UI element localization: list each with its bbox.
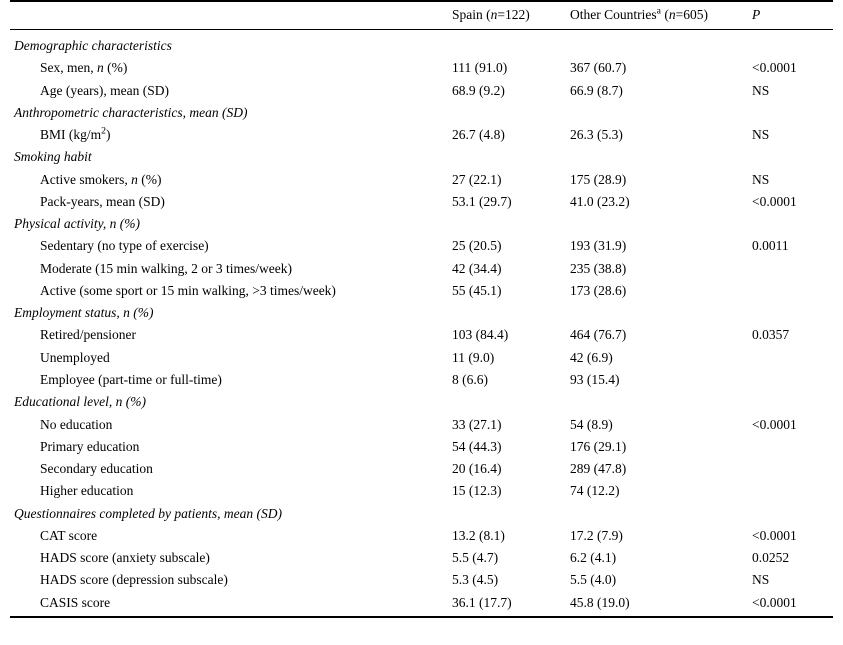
table-section-row: [10, 302, 833, 324]
table-row: [10, 435, 833, 457]
column-header-other: Other Countries$^a$ (n=605): [570, 5, 708, 22]
cell-other: 74 (12.2): [570, 483, 620, 499]
cell-p: [748, 302, 833, 324]
cell-p: <0.0001: [752, 594, 797, 610]
cell-p: <0.0001: [752, 416, 797, 432]
column-header-other-text: Other Countries: [570, 7, 657, 22]
column-header-other-tail: =605): [675, 7, 708, 22]
cell-p: NS: [752, 127, 770, 143]
row-label-italic: n: [123, 305, 130, 321]
table-row: [10, 168, 833, 190]
row-label-pre: Physical activity,: [14, 216, 110, 232]
cell-other: [566, 502, 748, 524]
column-header-label: [10, 1, 448, 30]
row-label-pre: BMI (kg/m: [40, 127, 102, 143]
cell-spain: [448, 391, 566, 413]
row-label: Unemployed: [40, 349, 110, 365]
row-label-post: (%): [129, 305, 154, 321]
row-label: Higher education: [40, 483, 134, 499]
cell-spain: 54 (44.3): [452, 438, 502, 454]
cell-p: [748, 213, 833, 235]
row-label: Active (some sport or 15 min walking, >3 times/week): [40, 282, 336, 298]
row-label: Retired/pensioner: [40, 327, 136, 343]
cell-other: 66.9 (8.7): [570, 82, 623, 98]
section-label: Anthropometric characteristics, mean (SD): [14, 104, 248, 120]
table-row: [10, 235, 833, 257]
column-header-spain: [448, 1, 566, 30]
row-label-italic: n: [115, 394, 123, 410]
table-section-row: [10, 391, 833, 413]
cell-p: [748, 458, 833, 480]
cell-other: 42 (6.9): [570, 349, 613, 365]
row-label: CASIS score: [40, 594, 111, 610]
row-label-superscript: 2: [101, 125, 106, 137]
cell-spain: [448, 302, 566, 324]
cell-p: NS: [752, 82, 770, 98]
table-bottom-rule: [10, 616, 833, 618]
cell-p: [748, 279, 833, 301]
row-label-italic: n: [109, 216, 117, 232]
section-label: [10, 391, 448, 413]
section-label: Demographic characteristics: [14, 38, 172, 53]
table-row: [10, 413, 833, 435]
row-label: CAT score: [40, 527, 98, 543]
cell-p: [748, 502, 833, 524]
row-label: HADS score (depression subscale): [40, 572, 228, 588]
table-row: [10, 79, 833, 101]
table-row: [10, 591, 833, 616]
cell-other: [566, 101, 748, 123]
table-row: [10, 257, 833, 279]
cell-spain: 13.2 (8.1): [452, 527, 505, 543]
row-label-post: (%): [122, 394, 146, 410]
cell-spain: 33 (27.1): [452, 416, 502, 432]
cell-spain: 103 (84.4): [452, 327, 509, 343]
section-label: [10, 302, 448, 324]
cell-p: <0.0001: [752, 527, 797, 543]
row-label-pre: Educational level,: [14, 394, 116, 410]
table-row: [10, 346, 833, 368]
table-row: [10, 524, 833, 546]
cell-p: 0.0011: [752, 238, 789, 254]
cell-p: [748, 435, 833, 457]
row-label: Primary education: [40, 438, 140, 454]
row-label: Age (years), mean (SD): [40, 82, 169, 98]
cell-spain: [448, 30, 566, 57]
table-row: [10, 368, 833, 390]
row-label: Secondary education: [40, 461, 153, 477]
cell-other: 6.2 (4.1): [570, 550, 617, 566]
cell-spain: 42 (34.4): [452, 260, 502, 276]
cell-spain: 27 (22.1): [452, 171, 502, 187]
cell-other: 175 (28.9): [570, 171, 627, 187]
cell-p: 0.0357: [752, 327, 790, 343]
cell-spain: 8 (6.6): [452, 371, 488, 387]
cell-spain: 26.7 (4.8): [452, 127, 505, 143]
table-section-row: [10, 101, 833, 123]
cell-p: NS: [752, 572, 770, 588]
footnote-marker-a: a: [656, 5, 661, 17]
cell-other: 289 (47.8): [570, 461, 627, 477]
cell-p: [748, 101, 833, 123]
column-header-spain-tail: =122): [497, 7, 530, 22]
row-label: Employee (part-time or full-time): [40, 371, 222, 387]
table-body: [10, 30, 833, 616]
cell-other: [566, 213, 748, 235]
cell-p: [748, 368, 833, 390]
cell-other: 367 (60.7): [570, 60, 627, 76]
section-label: Smoking habit: [14, 149, 92, 165]
cell-spain: 111 (91.0): [452, 60, 508, 76]
row-label: [10, 124, 448, 146]
cell-p: <0.0001: [752, 60, 797, 76]
row-label-post: (%): [137, 171, 162, 187]
section-label: Questionnaires completed by patients, mean (SD): [14, 505, 282, 521]
row-label-post: (%): [103, 60, 128, 76]
cell-other: 5.5 (4.0): [570, 572, 617, 588]
cell-p: [748, 257, 833, 279]
cell-other: 176 (29.1): [570, 438, 627, 454]
row-label-pre: Employment status,: [14, 305, 124, 321]
cell-other: 26.3 (5.3): [570, 127, 623, 143]
cell-spain: 20 (16.4): [452, 461, 502, 477]
cell-p: <0.0001: [752, 193, 797, 209]
cell-p: [748, 30, 833, 57]
cell-spain: 15 (12.3): [452, 483, 502, 499]
row-label: Pack-years, mean (SD): [40, 193, 165, 209]
cell-p: [748, 480, 833, 502]
column-header-other-n: n: [668, 7, 676, 22]
comparison-table: [10, 0, 833, 616]
column-header-p: P: [752, 7, 761, 22]
cell-other: 17.2 (7.9): [570, 527, 623, 543]
cell-other: 93 (15.4): [570, 371, 620, 387]
row-label: [10, 168, 448, 190]
column-header-spain-n: n: [490, 7, 498, 22]
cell-other: [566, 30, 748, 57]
cell-other: 45.8 (19.0): [570, 594, 630, 610]
table-row: [10, 547, 833, 569]
row-label: No education: [40, 416, 113, 432]
cell-spain: [448, 101, 566, 123]
cell-other: 54 (8.9): [570, 416, 613, 432]
cell-spain: 68.9 (9.2): [452, 82, 505, 98]
table-row: [10, 569, 833, 591]
row-label-italic: n: [131, 171, 138, 187]
table-head: [10, 1, 833, 30]
cell-spain: 5.3 (4.5): [452, 572, 499, 588]
table-row: [10, 458, 833, 480]
cell-p: 0.0252: [752, 550, 790, 566]
cell-other: 235 (38.8): [570, 260, 627, 276]
row-label-pre: Sex, men,: [40, 60, 97, 76]
row-label-post: ): [106, 127, 111, 143]
cell-spain: 25 (20.5): [452, 238, 502, 254]
row-label: [10, 57, 448, 79]
table-row: [10, 279, 833, 301]
table-section-row: [10, 146, 833, 168]
cell-p: [748, 391, 833, 413]
table-section-row: [10, 502, 833, 524]
cell-other: 41.0 (23.2): [570, 193, 630, 209]
cell-spain: [448, 146, 566, 168]
cell-spain: 53.1 (29.7): [452, 193, 512, 209]
cell-p: [748, 346, 833, 368]
cell-other: [566, 146, 748, 168]
cell-spain: 11 (9.0): [452, 349, 495, 365]
row-label-pre: Active smokers,: [40, 171, 132, 187]
cell-p: NS: [752, 171, 770, 187]
cell-other: 464 (76.7): [570, 327, 627, 343]
cell-other: [566, 302, 748, 324]
row-label-italic: n: [97, 60, 104, 76]
cell-spain: [448, 213, 566, 235]
table-header-row: [10, 1, 833, 30]
cell-spain: [448, 502, 566, 524]
cell-other: 173 (28.6): [570, 282, 627, 298]
row-label: HADS score (anxiety subscale): [40, 550, 210, 566]
cell-p: [748, 146, 833, 168]
cell-spain: 36.1 (17.7): [452, 594, 512, 610]
section-label: [10, 213, 448, 235]
table-row: [10, 57, 833, 79]
row-label: Sedentary (no type of exercise): [40, 238, 209, 254]
row-label-post: (%): [116, 216, 140, 232]
row-label: Moderate (15 min walking, 2 or 3 times/week): [40, 260, 292, 276]
cell-spain: 5.5 (4.7): [452, 550, 499, 566]
table-row: [10, 480, 833, 502]
table-row: [10, 190, 833, 212]
cell-spain: 55 (45.1): [452, 282, 502, 298]
table-section-row: [10, 213, 833, 235]
column-header-spain-text: Spain (: [452, 7, 491, 22]
table-section-row: [10, 30, 833, 57]
cell-other: [566, 391, 748, 413]
table-row: [10, 124, 833, 146]
cell-other: 193 (31.9): [570, 238, 627, 254]
table-row: [10, 324, 833, 346]
